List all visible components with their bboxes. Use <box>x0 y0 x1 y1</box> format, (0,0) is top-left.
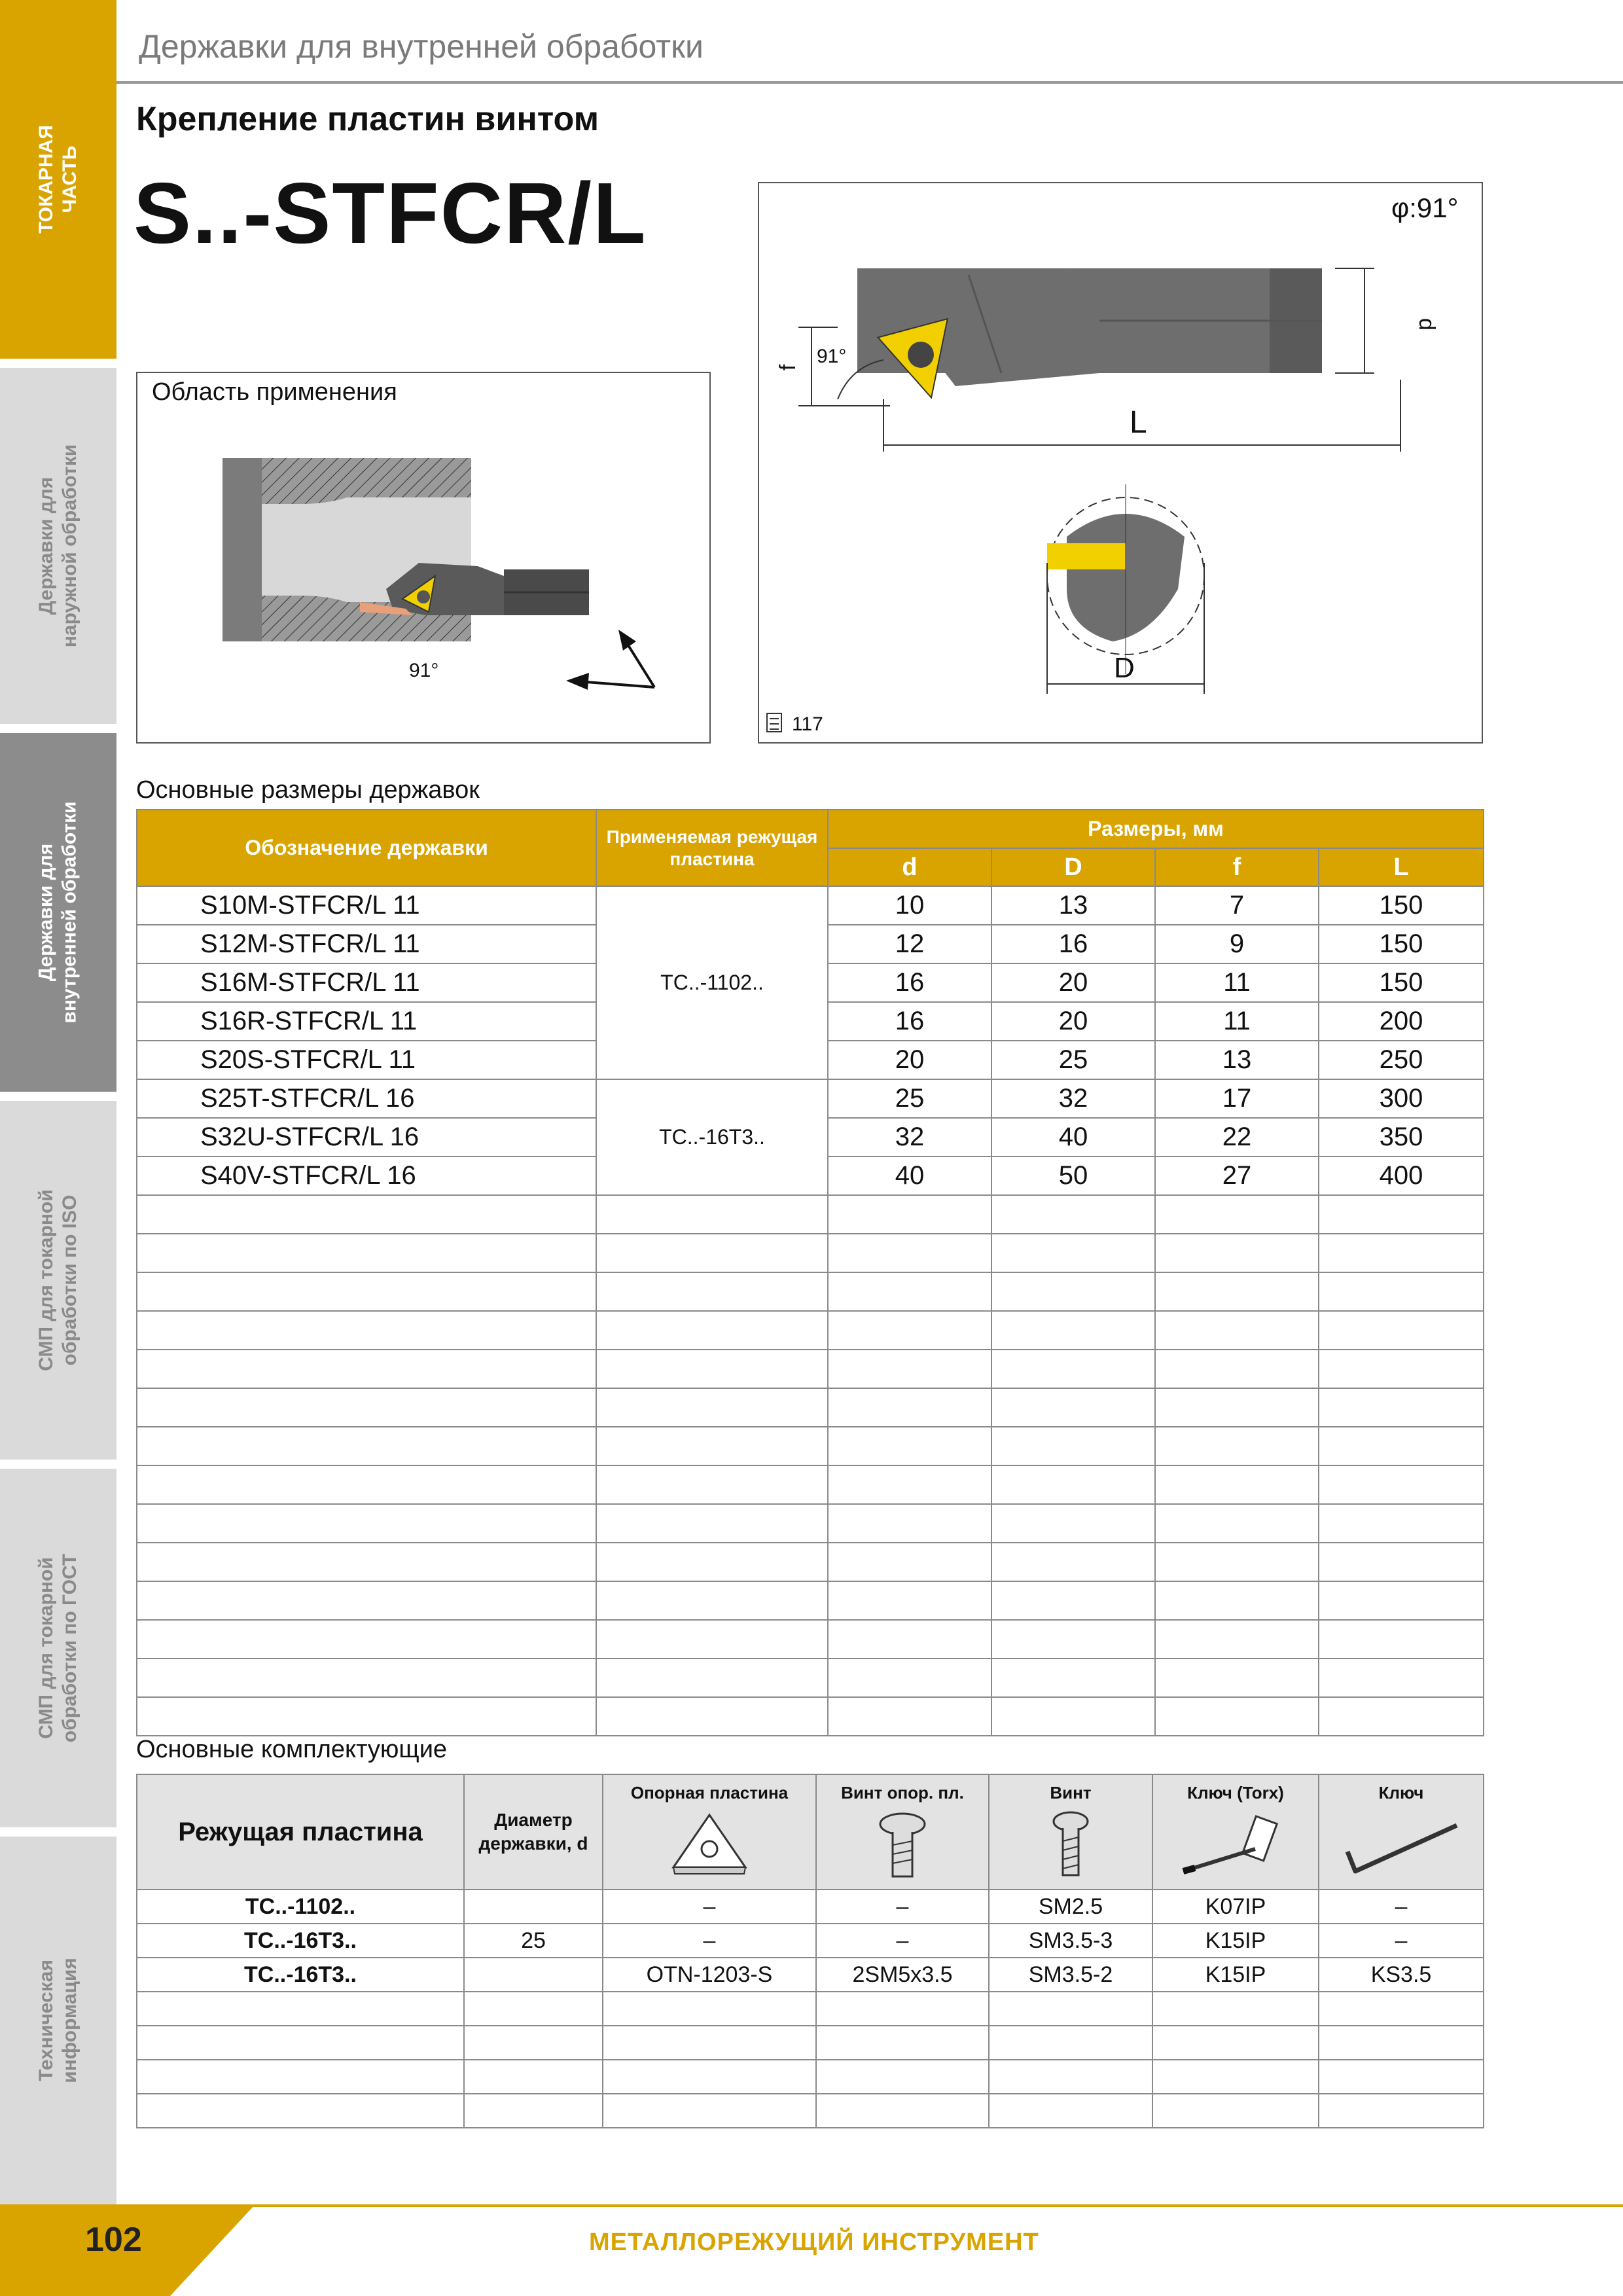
dim-D-label: D <box>1114 652 1135 684</box>
col-header-insert: Применяемая режущая пластина <box>596 810 828 886</box>
cell-L: 150 <box>1319 963 1484 1002</box>
cell-D: 20 <box>991 1002 1155 1041</box>
cell-key-torx: K07IP <box>1152 1890 1319 1924</box>
cell-D: 40 <box>991 1118 1155 1157</box>
side-tab-label: Техническая <box>35 1960 58 2081</box>
cell-screw: SM2.5 <box>989 1890 1152 1924</box>
page-reference: 117 <box>792 713 823 735</box>
empty-row <box>137 1992 1484 2026</box>
cell-acc-diameter <box>464 1890 603 1924</box>
shim-screw-label: Винт опор. пл. <box>841 1783 964 1803</box>
accessories-table-caption: Основные комплектующие <box>136 1736 448 1763</box>
cell-L: 250 <box>1319 1041 1484 1079</box>
cell-f: 11 <box>1155 963 1319 1002</box>
empty-row <box>137 2060 1484 2094</box>
cell-shim: OTN-1203-S <box>603 1958 816 1992</box>
cell-f: 11 <box>1155 1002 1319 1041</box>
screw-icon <box>1031 1806 1110 1884</box>
empty-row <box>137 1543 1484 1581</box>
col-header-acc-insert: Режущая пластина <box>137 1774 464 1890</box>
empty-row <box>137 1465 1484 1504</box>
side-tab-label: Державки для <box>35 476 57 615</box>
page-subtitle: Крепление пластин винтом <box>136 100 599 138</box>
side-tab-internal-holders[interactable] <box>0 733 116 1092</box>
cell-insert-group: TC..-1102.. <box>596 886 828 1079</box>
cell-designation: S32U-STFCR/L 16 <box>137 1118 596 1157</box>
side-tab-label: внутренней обработки <box>59 801 81 1024</box>
cell-d: 25 <box>828 1079 991 1118</box>
side-tab-label: информация <box>59 1958 81 2083</box>
cell-d: 16 <box>828 963 991 1002</box>
col-header-shim <box>603 1774 816 1890</box>
cell-f: 13 <box>1155 1041 1319 1079</box>
col-header-d: d <box>828 848 991 886</box>
cell-key: – <box>1319 1890 1484 1924</box>
dimensions-table <box>136 809 1484 1736</box>
cell-shim: – <box>603 1924 816 1958</box>
empty-row <box>137 2094 1484 2128</box>
table-row <box>137 1079 1484 1118</box>
side-tab-label: наружной обработки <box>59 444 80 648</box>
footer-brand: МЕТАЛЛОРЕЖУЩИЙ ИНСТРУМЕНТ <box>589 2229 1039 2256</box>
screw-label: Винт <box>1050 1783 1092 1803</box>
side-tab-label: ТОКАРНАЯ <box>35 125 57 234</box>
side-tab-external-holders[interactable] <box>0 368 116 724</box>
key-torx-label: Ключ (Torx) <box>1187 1783 1284 1803</box>
cell-acc-insert: TC..-16T3.. <box>137 1924 464 1958</box>
side-tab-label: Державки для <box>35 843 58 982</box>
col-header-L: L <box>1319 848 1484 886</box>
cell-acc-diameter <box>464 1958 603 1992</box>
section-title: Державки для внутренней обработки <box>139 28 704 65</box>
dimensions-table-caption: Основные размеры державок <box>136 776 480 804</box>
col-header-sizes: Размеры, мм <box>828 810 1484 848</box>
cell-L: 300 <box>1319 1079 1484 1118</box>
cell-designation: S10M-STFCR/L 11 <box>137 886 596 925</box>
cell-L: 400 <box>1319 1157 1484 1195</box>
side-tab-label: СМП для токарной <box>35 1189 58 1371</box>
empty-row <box>137 1234 1484 1272</box>
col-header-acc-diameter: Диаметр державки, d <box>464 1774 603 1890</box>
side-tab-inserts-iso[interactable] <box>0 1101 116 1460</box>
cell-insert-group: TC..-16T3.. <box>596 1079 828 1195</box>
side-tab-label: обработки по ISO <box>59 1194 81 1366</box>
table-row <box>137 1924 1484 1958</box>
cell-acc-insert: TC..-1102.. <box>137 1890 464 1924</box>
table-row <box>137 886 1484 925</box>
cell-d: 20 <box>828 1041 991 1079</box>
cell-designation: S16R-STFCR/L 11 <box>137 1002 596 1041</box>
empty-row <box>137 1697 1484 1736</box>
cell-d: 40 <box>828 1157 991 1195</box>
cell-d: 12 <box>828 925 991 963</box>
page-number: 102 <box>85 2221 142 2259</box>
cell-f: 27 <box>1155 1157 1319 1195</box>
cell-shim-screw: 2SM5x3.5 <box>816 1958 989 1992</box>
cell-d: 16 <box>828 1002 991 1041</box>
empty-row <box>137 1427 1484 1465</box>
cell-L: 350 <box>1319 1118 1484 1157</box>
cell-key: KS3.5 <box>1319 1958 1484 1992</box>
dim-d-label: d <box>1414 318 1439 331</box>
side-tab-turning[interactable] <box>0 0 116 359</box>
empty-row <box>137 1504 1484 1543</box>
dim-L-label: L <box>1130 405 1147 440</box>
col-header-f: f <box>1155 848 1319 886</box>
cell-key: – <box>1319 1924 1484 1958</box>
cell-L: 200 <box>1319 1002 1484 1041</box>
accessories-table <box>136 1774 1484 2128</box>
col-header-screw <box>989 1774 1152 1890</box>
cell-D: 32 <box>991 1079 1155 1118</box>
cell-D: 50 <box>991 1157 1155 1195</box>
empty-row <box>137 1620 1484 1659</box>
cell-f: 7 <box>1155 886 1319 925</box>
dim-f-label: f <box>776 364 801 371</box>
hex-key-icon <box>1336 1806 1467 1884</box>
empty-row <box>137 1311 1484 1350</box>
shim-label: Опорная пластина <box>630 1783 789 1803</box>
side-tab-inserts-gost[interactable] <box>0 1469 116 1827</box>
cell-D: 20 <box>991 963 1155 1002</box>
cell-designation: S25T-STFCR/L 16 <box>137 1079 596 1118</box>
empty-row <box>137 1272 1484 1311</box>
drawing-angle-label: 91° <box>817 346 847 367</box>
cell-D: 16 <box>991 925 1155 963</box>
empty-row <box>137 1195 1484 1234</box>
cell-d: 32 <box>828 1118 991 1157</box>
empty-row <box>137 1659 1484 1697</box>
empty-row <box>137 1350 1484 1388</box>
application-angle-label: 91° <box>409 660 439 681</box>
cell-key-torx: K15IP <box>1152 1958 1319 1992</box>
cell-d: 10 <box>828 886 991 925</box>
cell-screw: SM3.5-2 <box>989 1958 1152 1992</box>
cell-L: 150 <box>1319 925 1484 963</box>
application-area-title: Область применения <box>152 378 397 406</box>
header-divider <box>116 81 1623 84</box>
product-code: S..-STFCR/L <box>134 165 647 261</box>
empty-row <box>137 2026 1484 2060</box>
application-illustration <box>137 373 709 742</box>
cell-designation: S20S-STFCR/L 11 <box>137 1041 596 1079</box>
cell-f: 17 <box>1155 1079 1319 1118</box>
shim-icon <box>660 1808 758 1880</box>
cell-shim: – <box>603 1890 816 1924</box>
col-header-shim-screw <box>816 1774 989 1890</box>
cell-D: 13 <box>991 886 1155 925</box>
cell-shim-screw: – <box>816 1890 989 1924</box>
cell-L: 150 <box>1319 886 1484 925</box>
side-tab-label: ЧАСТЬ <box>58 145 80 213</box>
cell-acc-diameter: 25 <box>464 1924 603 1958</box>
col-header-D: D <box>991 848 1155 886</box>
cell-key-torx: K15IP <box>1152 1924 1319 1958</box>
approach-angle-label: φ:91° <box>1391 192 1459 223</box>
footer-divider <box>116 2204 1623 2207</box>
side-tab-technical-info[interactable] <box>0 1837 116 2204</box>
application-area-box <box>136 372 711 744</box>
col-header-key-torx <box>1152 1774 1319 1890</box>
key-label: Ключ <box>1378 1783 1424 1803</box>
cell-designation: S12M-STFCR/L 11 <box>137 925 596 963</box>
cell-D: 25 <box>991 1041 1155 1079</box>
cell-shim-screw: – <box>816 1924 989 1958</box>
empty-row <box>137 1581 1484 1620</box>
cell-designation: S40V-STFCR/L 16 <box>137 1157 596 1195</box>
cell-screw: SM3.5-3 <box>989 1924 1152 1958</box>
empty-row <box>137 1388 1484 1427</box>
cell-designation: S16M-STFCR/L 11 <box>137 963 596 1002</box>
technical-drawing-box <box>758 182 1483 744</box>
side-tab-label: обработки по ГОСТ <box>59 1553 80 1743</box>
table-row <box>137 1890 1484 1924</box>
side-tab-label: СМП для токарной <box>35 1557 57 1739</box>
cell-f: 9 <box>1155 925 1319 963</box>
cell-f: 22 <box>1155 1118 1319 1157</box>
torx-key-icon <box>1170 1806 1301 1884</box>
cell-acc-insert: TC..-16T3.. <box>137 1958 464 1992</box>
table-row <box>137 1958 1484 1992</box>
col-header-key <box>1319 1774 1484 1890</box>
shim-screw-icon <box>860 1806 945 1884</box>
col-header-designation: Обозначение державки <box>137 810 596 886</box>
